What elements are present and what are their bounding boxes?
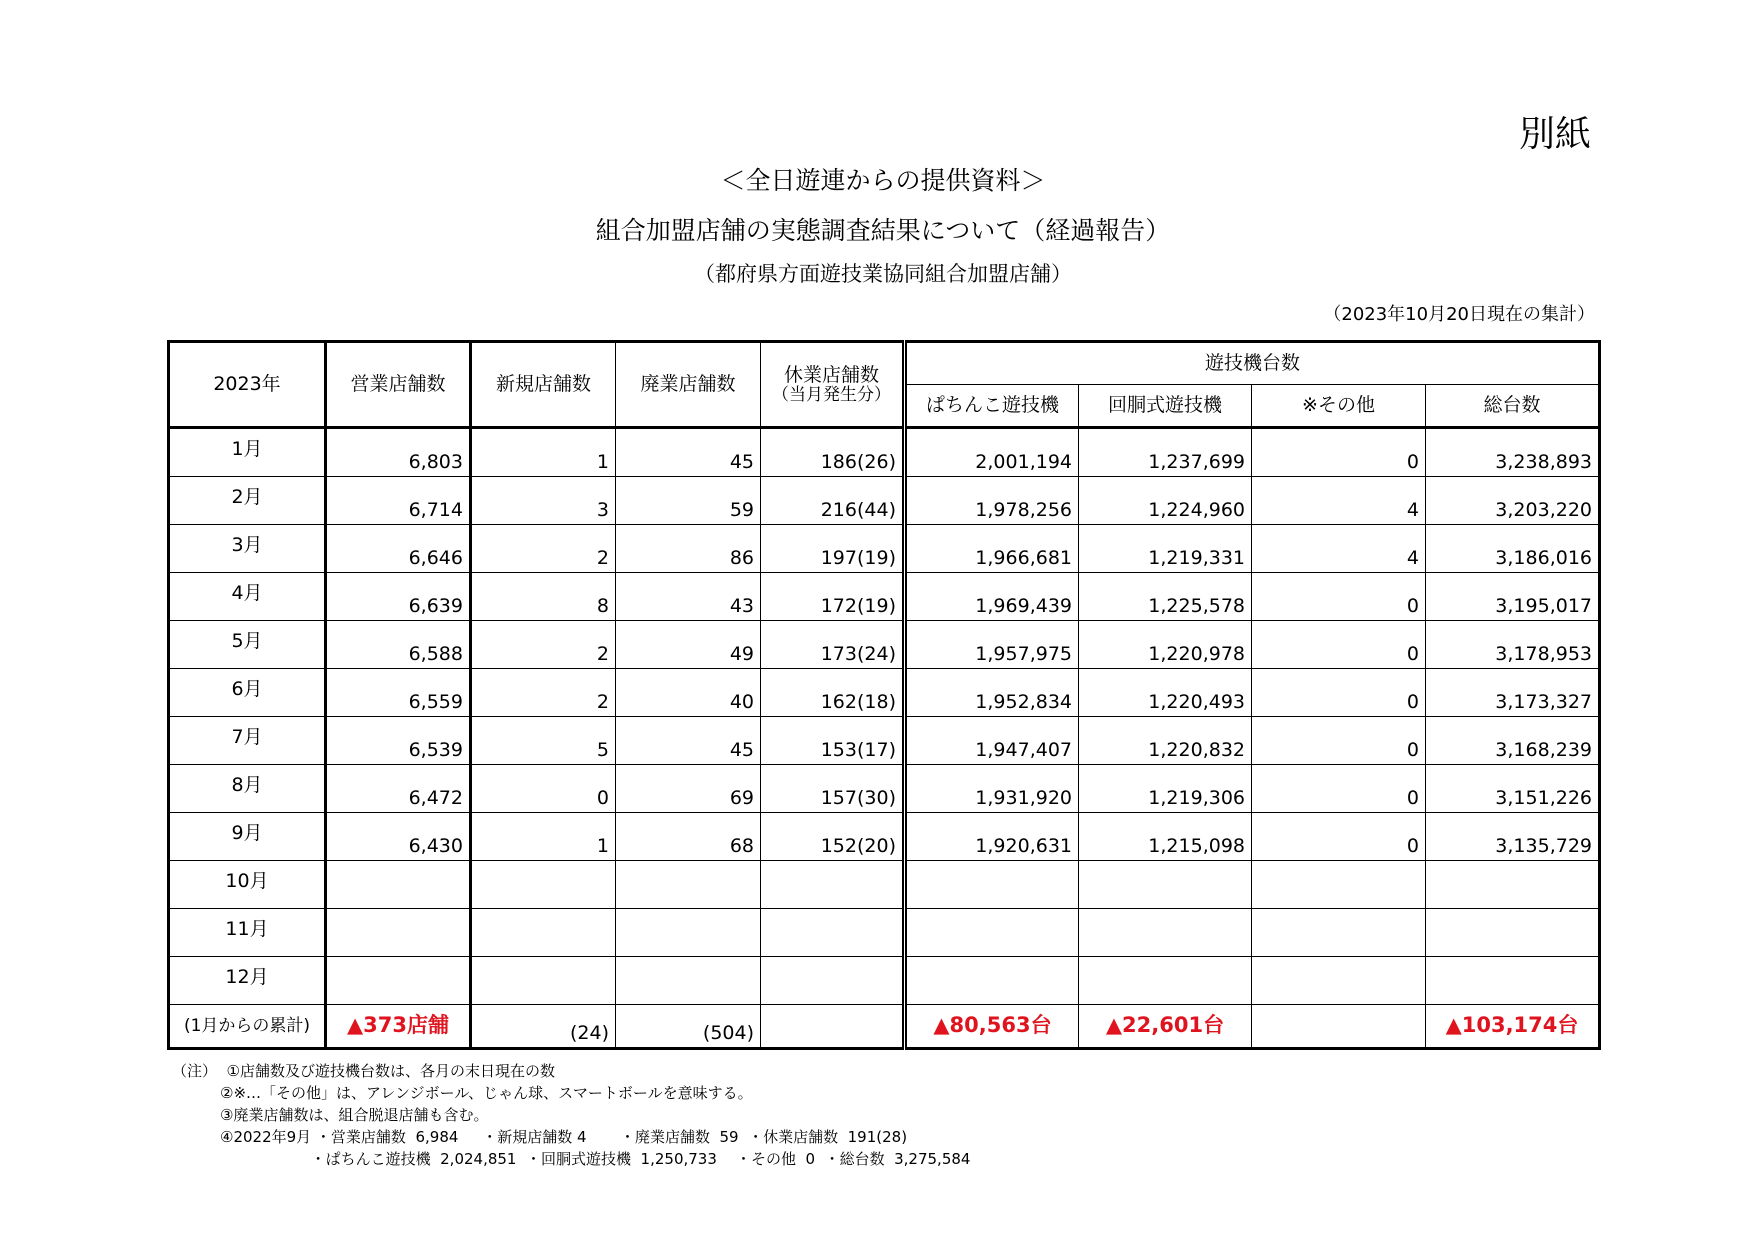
note-4: ④2022年9月 ・営業店舗数 6,984 ・新規店舗数 4 ・廃業店舗数 59 ・休業店舗数 191(28): [220, 1128, 908, 1146]
cell-slot: 1,225,578: [1079, 573, 1252, 621]
cell-slot: [1079, 861, 1252, 909]
cell-new: 1: [471, 428, 616, 477]
cell-total: 3,203,220: [1426, 477, 1600, 525]
cell-slot: [1079, 957, 1252, 1005]
header-closed: 廃業店舗数: [616, 342, 761, 428]
cell-new: 0: [471, 765, 616, 813]
cell-other: 0: [1252, 669, 1426, 717]
cumulative-slot: ▲22,601台: [1079, 1005, 1252, 1049]
header-suspended-label: 休業店舗数: [783, 363, 879, 386]
cumulative-total: ▲103,174台: [1426, 1005, 1600, 1049]
cell-pachinko: 1,969,439: [905, 573, 1079, 621]
cell-pachinko: [905, 861, 1079, 909]
cumulative-closed: (504): [616, 1005, 761, 1049]
table-row: [169, 909, 1600, 957]
cell-slot: 1,219,306: [1079, 765, 1252, 813]
cell-month: 6月: [169, 669, 326, 717]
cumulative-pachinko: ▲80,563台: [905, 1005, 1079, 1049]
cell-slot: 1,237,699: [1079, 428, 1252, 477]
cell-pachinko: 1,978,256: [905, 477, 1079, 525]
note-1: （注） ①店舗数及び遊技機台数は、各月の末日現在の数: [172, 1062, 555, 1080]
table-row: [169, 861, 1600, 909]
table-row: [169, 669, 1600, 717]
cell-closed: 43: [616, 573, 761, 621]
cell-month: 5月: [169, 621, 326, 669]
table-row: [169, 765, 1600, 813]
cell-operating: [326, 957, 471, 1005]
cell-slot: 1,219,331: [1079, 525, 1252, 573]
cumulative-operating: ▲373店舗: [326, 1005, 471, 1049]
header-other: ※その他: [1252, 385, 1426, 428]
cell-closed: 86: [616, 525, 761, 573]
table-row: [169, 813, 1600, 861]
cell-total: 3,173,327: [1426, 669, 1600, 717]
cell-other: 4: [1252, 525, 1426, 573]
cell-closed: 45: [616, 717, 761, 765]
cell-month: 11月: [169, 909, 326, 957]
cell-operating: 6,803: [326, 428, 471, 477]
cell-other: 0: [1252, 765, 1426, 813]
cell-operating: [326, 861, 471, 909]
cumulative-label: (1月からの累計): [169, 1005, 326, 1049]
cell-month: 4月: [169, 573, 326, 621]
cell-total: 3,168,239: [1426, 717, 1600, 765]
cumulative-row: [169, 1005, 1600, 1049]
notes: [172, 1060, 1607, 1170]
header-pachinko: ぱちんこ遊技機: [905, 385, 1079, 428]
cell-new: [471, 957, 616, 1005]
table-row: [169, 717, 1600, 765]
cell-pachinko: 2,001,194: [905, 428, 1079, 477]
cell-pachinko: [905, 909, 1079, 957]
cell-total: 3,195,017: [1426, 573, 1600, 621]
cell-operating: 6,559: [326, 669, 471, 717]
note-3: ③廃業店舗数は、組合脱退店舗も含む。: [220, 1106, 489, 1124]
cell-new: 2: [471, 621, 616, 669]
cumulative-new: (24): [471, 1005, 616, 1049]
cell-operating: 6,646: [326, 525, 471, 573]
table-row: [169, 428, 1600, 477]
cumulative-suspended: [761, 1005, 905, 1049]
header-slot: 回胴式遊技機: [1079, 385, 1252, 428]
cell-new: [471, 909, 616, 957]
cell-new: 2: [471, 525, 616, 573]
cell-month: 10月: [169, 861, 326, 909]
cell-slot: 1,224,960: [1079, 477, 1252, 525]
cell-pachinko: 1,952,834: [905, 669, 1079, 717]
cell-total: 3,186,016: [1426, 525, 1600, 573]
annex-label: 別紙: [1518, 114, 1591, 155]
cell-operating: 6,714: [326, 477, 471, 525]
cell-new: 2: [471, 669, 616, 717]
cell-operating: 6,430: [326, 813, 471, 861]
cell-other: [1252, 957, 1426, 1005]
cell-pachinko: [905, 957, 1079, 1005]
cell-total: [1426, 909, 1600, 957]
cell-total: 3,135,729: [1426, 813, 1600, 861]
cell-pachinko: 1,931,920: [905, 765, 1079, 813]
cell-closed: 59: [616, 477, 761, 525]
cell-suspended: 162(18): [761, 669, 905, 717]
cell-operating: 6,472: [326, 765, 471, 813]
cell-suspended: 173(24): [761, 621, 905, 669]
cell-pachinko: 1,920,631: [905, 813, 1079, 861]
table-row: [169, 573, 1600, 621]
cell-new: 8: [471, 573, 616, 621]
cell-slot: 1,215,098: [1079, 813, 1252, 861]
cell-suspended: 157(30): [761, 765, 905, 813]
cell-other: 0: [1252, 717, 1426, 765]
table-row: [169, 957, 1600, 1005]
header-suspended-sub: （当月発生分）: [772, 384, 891, 405]
cell-month: 7月: [169, 717, 326, 765]
cell-suspended: 153(17): [761, 717, 905, 765]
report-sheet: [167, 340, 1607, 1170]
cell-other: [1252, 909, 1426, 957]
cell-new: 1: [471, 813, 616, 861]
header-year: 2023年: [169, 342, 326, 428]
header-new: 新規店舗数: [471, 342, 616, 428]
cell-suspended: 216(44): [761, 477, 905, 525]
cell-new: [471, 861, 616, 909]
cell-month: 12月: [169, 957, 326, 1005]
cell-operating: [326, 909, 471, 957]
cell-suspended: 186(26): [761, 428, 905, 477]
cell-pachinko: 1,947,407: [905, 717, 1079, 765]
cumulative-other: [1252, 1005, 1426, 1049]
cell-suspended: 152(20): [761, 813, 905, 861]
survey-table: [167, 340, 1601, 1050]
cell-closed: 69: [616, 765, 761, 813]
header-machines: 遊技機台数: [905, 342, 1600, 385]
cell-total: 3,178,953: [1426, 621, 1600, 669]
cell-closed: [616, 909, 761, 957]
header-operating: 営業店舗数: [326, 342, 471, 428]
page-title: 組合加盟店舗の実態調査結果について（経過報告）: [595, 216, 1171, 245]
page-subtitle: （都府県方面遊技業協同組合加盟店舗）: [694, 262, 1072, 286]
cell-other: 0: [1252, 621, 1426, 669]
cell-slot: 1,220,493: [1079, 669, 1252, 717]
cell-month: 3月: [169, 525, 326, 573]
cell-pachinko: 1,966,681: [905, 525, 1079, 573]
cell-slot: 1,220,832: [1079, 717, 1252, 765]
cell-month: 8月: [169, 765, 326, 813]
cell-month: 1月: [169, 428, 326, 477]
table-row: [169, 477, 1600, 525]
header-total: 総台数: [1426, 385, 1600, 428]
cell-total: 3,151,226: [1426, 765, 1600, 813]
cell-suspended: 197(19): [761, 525, 905, 573]
cell-slot: [1079, 909, 1252, 957]
cell-closed: 45: [616, 428, 761, 477]
cell-closed: 49: [616, 621, 761, 669]
cell-total: [1426, 957, 1600, 1005]
cell-pachinko: 1,957,975: [905, 621, 1079, 669]
cell-operating: 6,639: [326, 573, 471, 621]
cell-closed: 68: [616, 813, 761, 861]
cell-closed: [616, 957, 761, 1005]
as-of-date: （2023年10月20日現在の集計）: [1323, 304, 1595, 325]
cell-total: [1426, 861, 1600, 909]
header-suspended: [761, 342, 905, 428]
cell-other: 0: [1252, 428, 1426, 477]
table-row: [169, 525, 1600, 573]
cell-new: 3: [471, 477, 616, 525]
cell-suspended: [761, 861, 905, 909]
cell-closed: 40: [616, 669, 761, 717]
cell-total: 3,238,893: [1426, 428, 1600, 477]
cell-other: [1252, 861, 1426, 909]
cell-new: 5: [471, 717, 616, 765]
cell-other: 0: [1252, 573, 1426, 621]
cell-suspended: [761, 957, 905, 1005]
note-2: ②※…「その他」は、アレンジボール、じゃん球、スマートボールを意味する。: [220, 1084, 753, 1102]
cell-operating: 6,539: [326, 717, 471, 765]
cell-operating: 6,588: [326, 621, 471, 669]
source-heading: ＜全日遊連からの提供資料＞: [720, 166, 1046, 195]
cell-month: 9月: [169, 813, 326, 861]
cell-closed: [616, 861, 761, 909]
cell-month: 2月: [169, 477, 326, 525]
cell-suspended: 172(19): [761, 573, 905, 621]
cell-other: 4: [1252, 477, 1426, 525]
note-5: ・ぱちんこ遊技機 2,024,851 ・回胴式遊技機 1,250,733 ・その他 0 ・総台数 3,275,584: [220, 1150, 971, 1168]
cell-other: 0: [1252, 813, 1426, 861]
cell-suspended: [761, 909, 905, 957]
cell-slot: 1,220,978: [1079, 621, 1252, 669]
table-row: [169, 621, 1600, 669]
